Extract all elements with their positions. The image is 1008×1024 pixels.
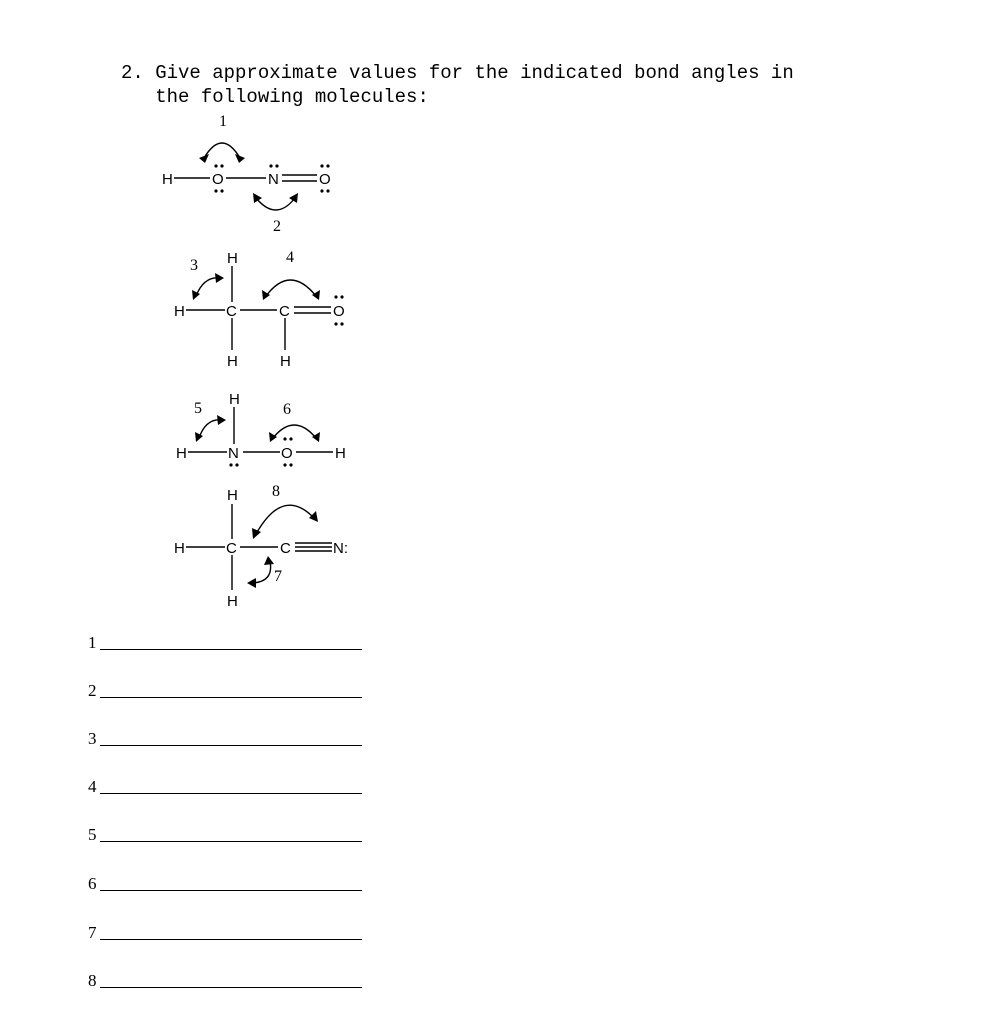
atom-h: H <box>227 593 238 610</box>
answer-blank[interactable] <box>100 745 362 746</box>
atom-o: O <box>319 171 331 188</box>
angle-label-8: 8 <box>272 483 280 500</box>
atom-h: H <box>229 391 240 408</box>
answer-number: 4 <box>88 777 97 796</box>
angle-arrow-8 <box>256 505 314 534</box>
atom-h: H <box>227 353 238 370</box>
arrowhead <box>252 528 261 539</box>
angle-arrow-4 <box>266 280 316 296</box>
answer-blank[interactable] <box>100 649 362 650</box>
lone-pair-dot <box>220 189 223 192</box>
angle-label-2: 2 <box>273 218 281 235</box>
lone-pair-dot <box>289 463 292 466</box>
lone-pair-dot <box>326 189 329 192</box>
answer-row <box>88 968 368 992</box>
lone-pair-dot <box>269 164 272 167</box>
answer-row <box>88 678 368 702</box>
answer-row <box>88 822 368 846</box>
molecule-nitrous-acid <box>162 113 331 235</box>
atom-c: C <box>226 540 237 557</box>
angle-arrow-1 <box>204 143 240 158</box>
atom-h: H <box>227 250 238 267</box>
arrowhead <box>264 556 274 565</box>
arrowhead <box>269 432 277 442</box>
answer-row <box>88 630 368 654</box>
lone-pair-dot <box>235 463 238 466</box>
answer-number: 1 <box>88 633 97 652</box>
atom-o: O <box>333 303 345 320</box>
answer-blank[interactable] <box>100 939 362 940</box>
arrowhead <box>247 578 256 588</box>
atom-c: C <box>279 303 290 320</box>
answer-number: 2 <box>88 681 97 700</box>
arrowhead <box>199 154 209 163</box>
answer-blank[interactable] <box>100 890 362 891</box>
atom-n-lone-pair: N: <box>333 540 348 557</box>
molecule-acetaldehyde <box>174 249 345 370</box>
lone-pair-dot <box>214 189 217 192</box>
arrowhead <box>253 193 262 203</box>
angle-label-6: 6 <box>283 401 291 418</box>
lone-pair-dot <box>334 322 337 325</box>
lone-pair-dot <box>214 164 217 167</box>
atom-n: N <box>268 171 279 188</box>
arrowhead <box>215 273 224 283</box>
atom-o: O <box>281 445 293 462</box>
lone-pair-dot <box>229 463 232 466</box>
answer-blank[interactable] <box>100 793 362 794</box>
atom-h: H <box>335 445 346 462</box>
angle-label-1: 1 <box>219 113 227 130</box>
lone-pair-dot <box>283 463 286 466</box>
lone-pair-dot <box>326 164 329 167</box>
angle-label-3: 3 <box>190 257 198 274</box>
lone-pair-dot <box>283 437 286 440</box>
atom-n: N <box>228 445 239 462</box>
atom-c: C <box>280 540 291 557</box>
answer-blank[interactable] <box>100 841 362 842</box>
question-line-1: Give approximate values for the indicated bond angles in <box>155 62 794 84</box>
molecule-acetonitrile <box>174 483 348 610</box>
atom-c: C <box>226 303 237 320</box>
atom-h: H <box>162 171 173 188</box>
arrowhead <box>195 432 203 442</box>
answer-number: 8 <box>88 971 97 990</box>
answer-row <box>88 920 368 944</box>
lone-pair-dot <box>289 437 292 440</box>
arrowhead <box>235 154 245 163</box>
angle-label-4: 4 <box>286 249 294 266</box>
molecule-hydroxylamine <box>176 391 346 467</box>
arrowhead <box>217 415 226 425</box>
atom-o: O <box>212 171 224 188</box>
answer-row <box>88 871 368 895</box>
lone-pair-dot <box>334 295 337 298</box>
answer-number: 5 <box>88 825 97 844</box>
atom-h: H <box>227 487 238 504</box>
lone-pair-dot <box>220 164 223 167</box>
angle-label-7: 7 <box>274 568 282 585</box>
answer-blank[interactable] <box>100 987 362 988</box>
lone-pair-dot <box>320 189 323 192</box>
angle-arrow-6 <box>273 425 316 438</box>
arrowhead <box>312 290 320 300</box>
answer-number: 3 <box>88 729 97 748</box>
lone-pair-dot <box>320 164 323 167</box>
atom-h: H <box>174 540 185 557</box>
lone-pair-dot <box>340 322 343 325</box>
question-number: 2. <box>121 62 144 84</box>
answer-blank[interactable] <box>100 697 362 698</box>
answer-row <box>88 774 368 798</box>
atom-h: H <box>174 303 185 320</box>
question-line-2: the following molecules: <box>155 86 429 108</box>
answer-number: 6 <box>88 874 97 893</box>
arrowhead <box>309 511 318 522</box>
answer-row <box>88 726 368 750</box>
answer-number: 7 <box>88 923 97 942</box>
arrowhead <box>289 193 298 203</box>
angle-label-5: 5 <box>194 400 202 417</box>
arrowhead <box>312 432 320 442</box>
angle-arrow-2 <box>256 198 295 210</box>
atom-h: H <box>280 353 291 370</box>
lone-pair-dot <box>275 164 278 167</box>
atom-h: H <box>176 445 187 462</box>
lone-pair-dot <box>340 295 343 298</box>
